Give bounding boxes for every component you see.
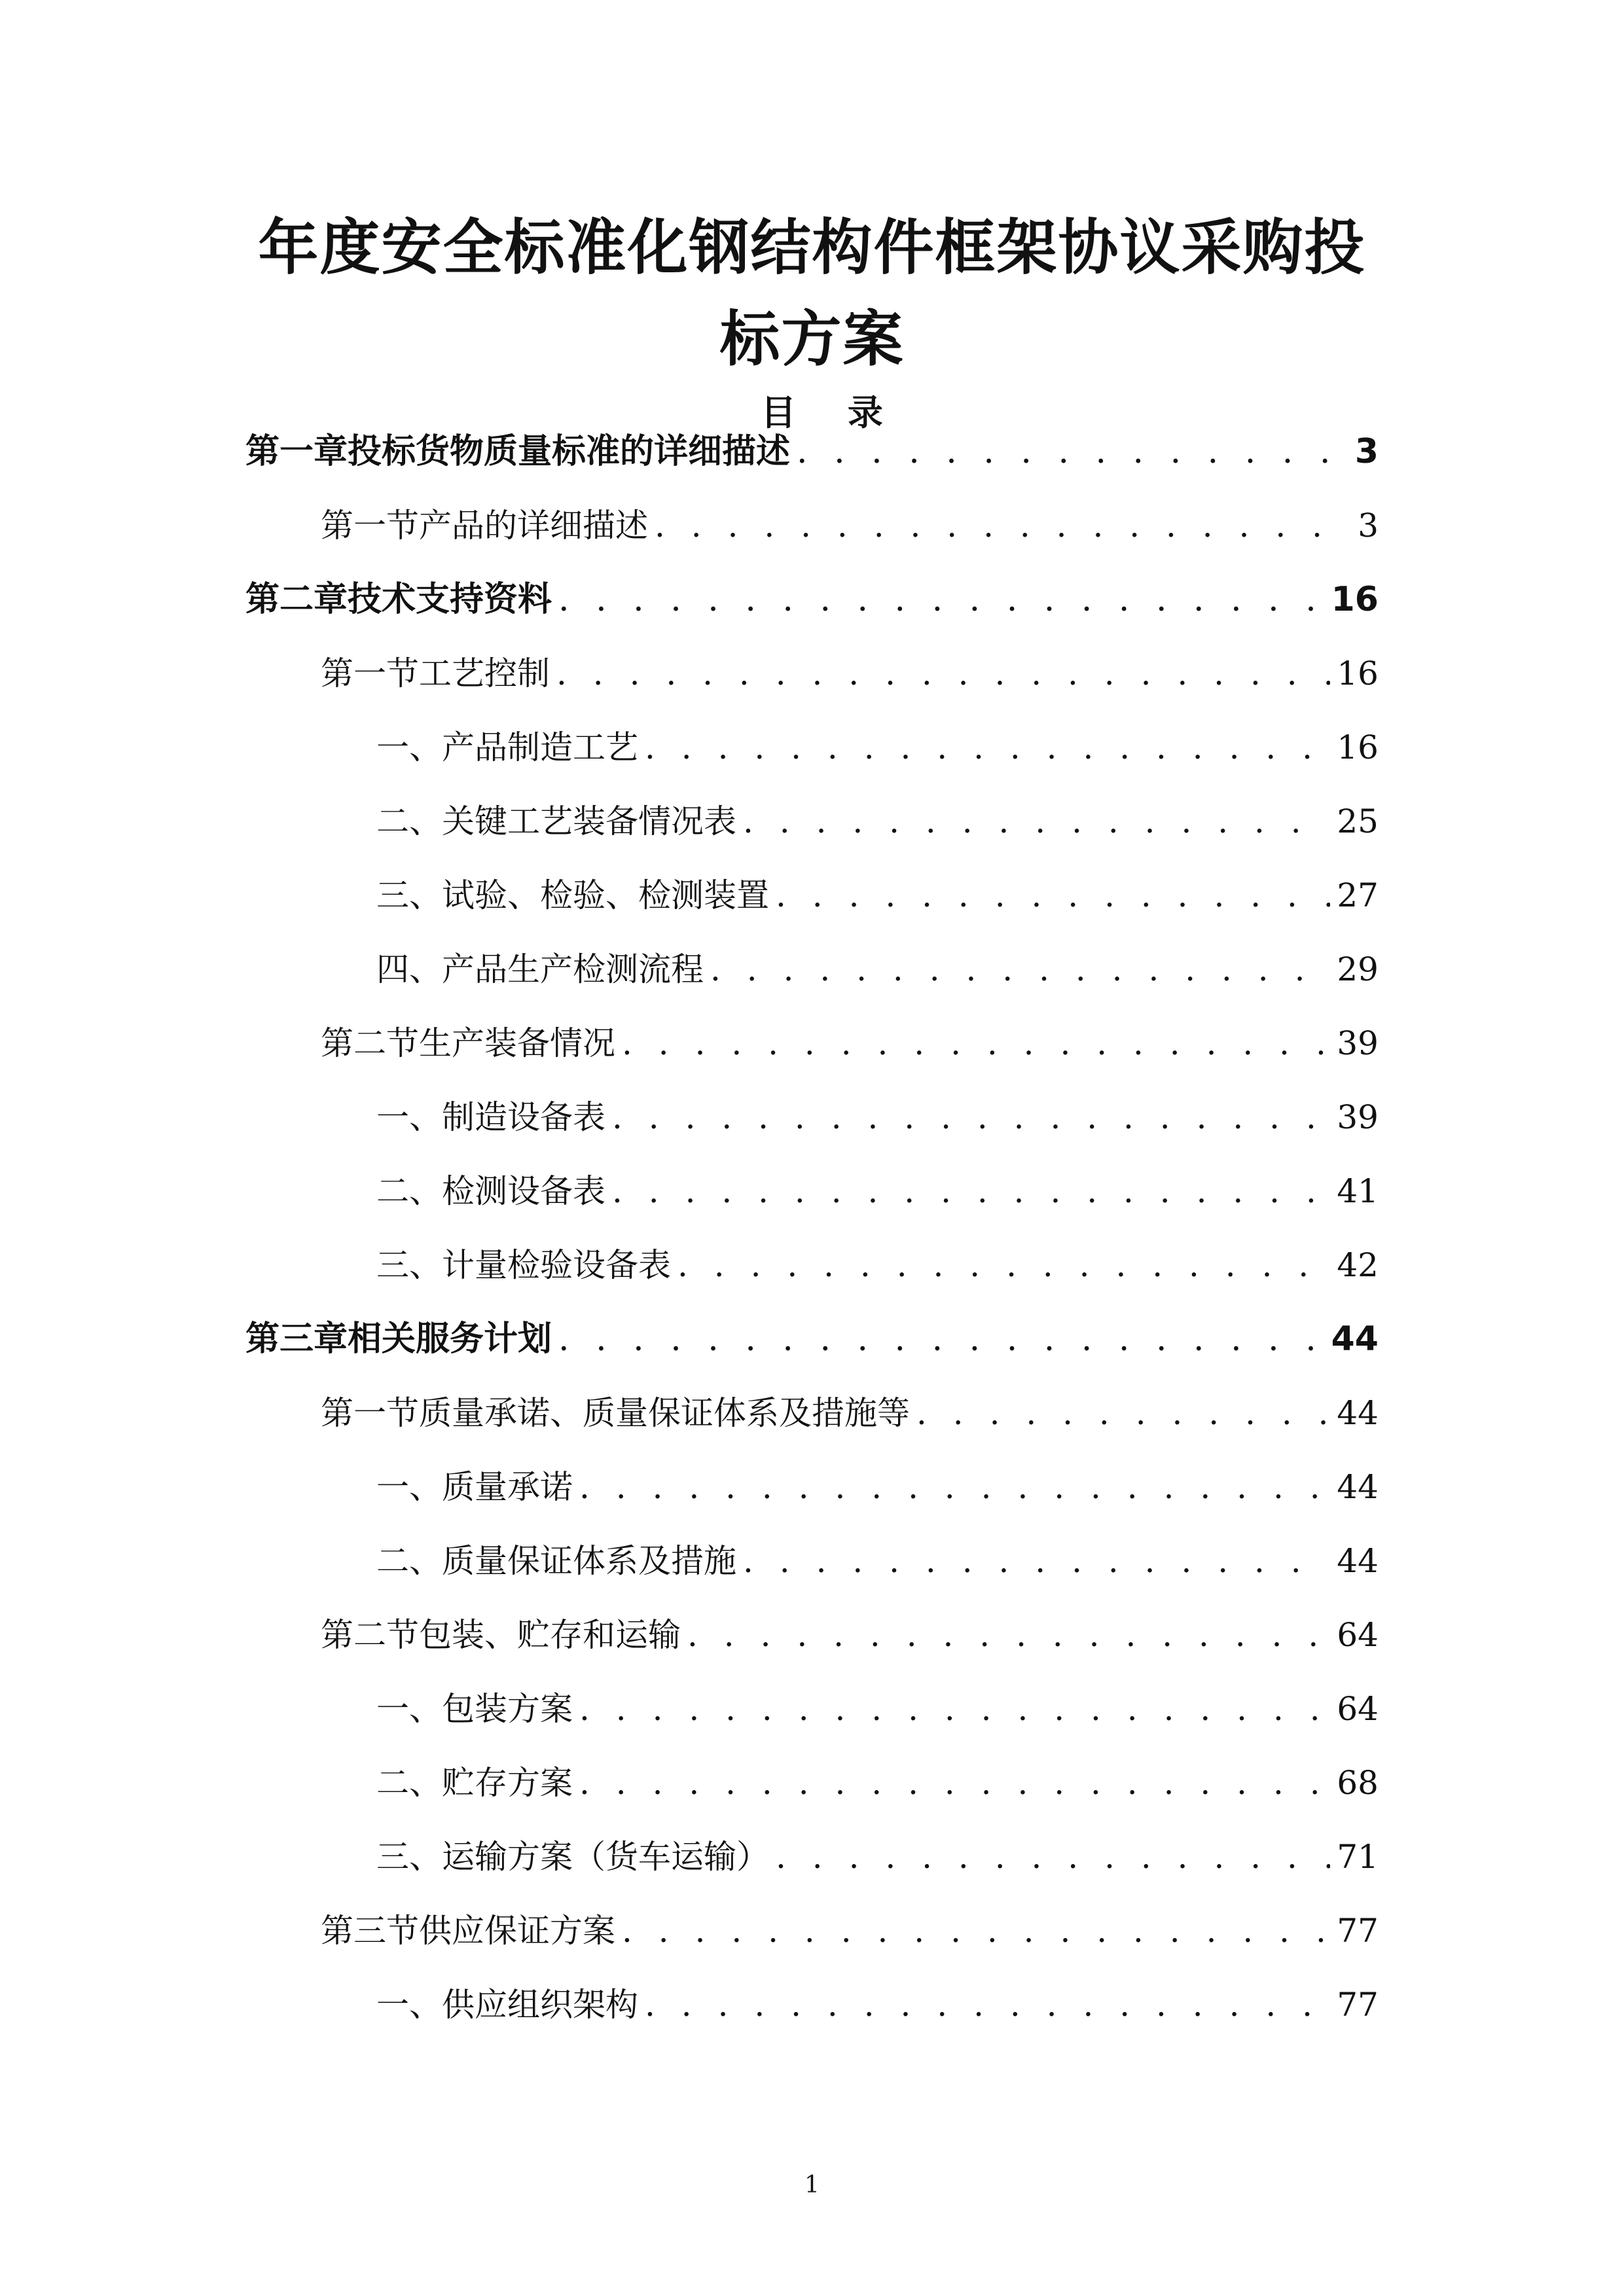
toc-entry[interactable] xyxy=(245,573,1379,626)
toc-entry[interactable] xyxy=(321,1905,1379,1957)
toc-entry-page: 44 xyxy=(1331,1319,1379,1359)
toc-entry-number: 第一节 xyxy=(321,655,419,692)
toc-entry-label: 供应组织架构 xyxy=(442,1986,638,2024)
toc-entry[interactable] xyxy=(245,1313,1379,1365)
toc-dot-leader xyxy=(556,647,1330,700)
toc-entry-label: 计量检验设备表 xyxy=(442,1246,671,1284)
toc-entry-label: 产品生产检测流程 xyxy=(442,950,704,988)
toc-entry-page: 39 xyxy=(1337,1024,1379,1062)
toc-entry[interactable] xyxy=(376,1683,1379,1735)
toc-entry-label: 供应保证方案 xyxy=(419,1912,615,1950)
toc-entry-page: 77 xyxy=(1337,1912,1379,1950)
toc-dot-leader xyxy=(776,1831,1330,1883)
toc-entry-label: 质量保证体系及措施 xyxy=(442,1542,736,1580)
toc-entry-page: 71 xyxy=(1337,1838,1379,1876)
toc-entry-page: 25 xyxy=(1337,802,1379,840)
toc-entry[interactable] xyxy=(376,1091,1379,1143)
toc-dot-leader xyxy=(579,1757,1330,1809)
toc-entry[interactable] xyxy=(376,1831,1379,1883)
toc-dot-leader xyxy=(677,1239,1330,1291)
toc-entry-page: 44 xyxy=(1337,1542,1379,1580)
toc-entry-label: 制造设备表 xyxy=(442,1098,605,1136)
toc-dot-leader xyxy=(743,1535,1330,1587)
toc-entry-page: 39 xyxy=(1337,1098,1379,1136)
toc-entry[interactable] xyxy=(321,499,1379,552)
toc-dot-leader xyxy=(645,721,1330,774)
toc-entry-number: 一、 xyxy=(376,1098,442,1136)
toc-dot-leader xyxy=(687,1609,1330,1661)
toc-entry-number: 一、 xyxy=(376,728,442,766)
toc-entry-page: 27 xyxy=(1337,876,1379,914)
toc-entry-label: 质量承诺 xyxy=(442,1468,573,1506)
toc-entry-label: 工艺控制 xyxy=(419,655,550,692)
toc-entry-page: 64 xyxy=(1337,1690,1379,1728)
toc-entry-number: 第一章 xyxy=(245,432,348,471)
toc-entry-page: 41 xyxy=(1337,1172,1379,1210)
toc-dot-leader xyxy=(776,869,1330,922)
toc-entry[interactable] xyxy=(376,721,1379,774)
toc-entry-page: 16 xyxy=(1337,728,1379,766)
toc-entry-label: 产品的详细描述 xyxy=(419,507,648,545)
toc-entry[interactable] xyxy=(321,1609,1379,1661)
toc-entry-number: 三、 xyxy=(376,1838,442,1876)
toc-entry-page: 77 xyxy=(1337,1986,1379,2024)
toc-dot-leader xyxy=(579,1461,1330,1513)
toc-dot-leader xyxy=(612,1091,1330,1143)
toc-entry[interactable] xyxy=(376,943,1379,996)
toc-entry-number: 一、 xyxy=(376,1690,442,1728)
toc-dot-leader xyxy=(622,1905,1330,1957)
toc-entry-page: 3 xyxy=(1358,507,1379,545)
toc-entry[interactable] xyxy=(376,795,1379,848)
toc-dot-leader xyxy=(797,425,1348,478)
toc-entry-label: 相关服务计划 xyxy=(348,1319,552,1359)
toc-entry-number: 第三节 xyxy=(321,1912,419,1950)
toc-entry-number: 第二章 xyxy=(245,580,348,619)
toc-entry-page: 44 xyxy=(1337,1468,1379,1506)
toc-dot-leader xyxy=(612,1165,1330,1217)
toc-entry-number: 二、 xyxy=(376,1764,442,1802)
toc-entry-label: 试验、检验、检测装置 xyxy=(442,876,769,914)
toc-entry-label: 运输方案（货车运输） xyxy=(442,1838,769,1876)
toc-entry-number: 四、 xyxy=(376,950,442,988)
toc-entry-label: 技术支持资料 xyxy=(348,580,552,619)
toc-dot-leader xyxy=(579,1683,1330,1735)
toc-entry-page: 29 xyxy=(1337,950,1379,988)
toc-entry[interactable] xyxy=(376,1165,1379,1217)
toc-entry-label: 投标货物质量标准的详细描述 xyxy=(348,432,791,471)
toc-entry-label: 包装方案 xyxy=(442,1690,573,1728)
toc-dot-leader xyxy=(710,943,1330,996)
toc-entry[interactable] xyxy=(376,1757,1379,1809)
toc-entry-page: 42 xyxy=(1337,1246,1379,1284)
toc-entry-number: 第一节 xyxy=(321,1394,419,1432)
toc-entry-number: 二、 xyxy=(376,1542,442,1580)
toc-entry-number: 一、 xyxy=(376,1986,442,2024)
toc-entry-page: 68 xyxy=(1337,1764,1379,1802)
toc-dot-leader xyxy=(558,573,1325,626)
toc-heading: 目 录 xyxy=(761,392,903,433)
toc-entry-label: 贮存方案 xyxy=(442,1764,573,1802)
toc-entry-page: 3 xyxy=(1354,432,1379,471)
toc-dot-leader xyxy=(558,1313,1325,1365)
toc-entry[interactable] xyxy=(376,1239,1379,1291)
toc-entry-label: 质量承诺、质量保证体系及措施等 xyxy=(419,1394,910,1432)
toc-entry-label: 关键工艺装备情况表 xyxy=(442,802,736,840)
toc-entry-label: 产品制造工艺 xyxy=(442,728,638,766)
toc-entry-page: 44 xyxy=(1337,1394,1379,1432)
toc-dot-leader xyxy=(916,1387,1330,1439)
toc-entry-page: 16 xyxy=(1331,580,1379,619)
toc-entry[interactable] xyxy=(321,1387,1379,1439)
toc-dot-leader xyxy=(645,1979,1330,2031)
document-title-line2: 标方案 xyxy=(719,304,905,374)
toc-dot-leader xyxy=(655,499,1351,552)
toc-entry-number: 三、 xyxy=(376,1246,442,1284)
toc-entry[interactable] xyxy=(245,425,1379,478)
toc-entry-number: 第二节 xyxy=(321,1616,419,1654)
toc-dot-leader xyxy=(743,795,1330,848)
toc-entry-label: 生产装备情况 xyxy=(419,1024,615,1062)
toc-entry-number: 三、 xyxy=(376,876,442,914)
toc-entry-number: 第三章 xyxy=(245,1319,348,1359)
toc-entry-number: 第一节 xyxy=(321,507,419,545)
toc-entry[interactable] xyxy=(321,647,1379,700)
toc-entry[interactable] xyxy=(376,1461,1379,1513)
toc-entry[interactable] xyxy=(376,869,1379,922)
toc-entry-number: 第二节 xyxy=(321,1024,419,1062)
toc-entry-page: 64 xyxy=(1337,1616,1379,1654)
toc-entry[interactable] xyxy=(321,1017,1379,1069)
toc-dot-leader xyxy=(622,1017,1330,1069)
toc-entry-number: 一、 xyxy=(376,1468,442,1506)
toc-entry[interactable] xyxy=(376,1535,1379,1587)
toc-entry[interactable] xyxy=(376,1979,1379,2031)
toc-entry-label: 包装、贮存和运输 xyxy=(419,1616,681,1654)
toc-entry-number: 二、 xyxy=(376,802,442,840)
toc-entry-number: 二、 xyxy=(376,1172,442,1210)
document-title-line1: 年度安全标准化钢结构件框架协议采购投 xyxy=(258,213,1366,283)
page-number: 1 xyxy=(804,2172,820,2198)
toc-entry-label: 检测设备表 xyxy=(442,1172,605,1210)
toc-entry-page: 16 xyxy=(1337,655,1379,692)
